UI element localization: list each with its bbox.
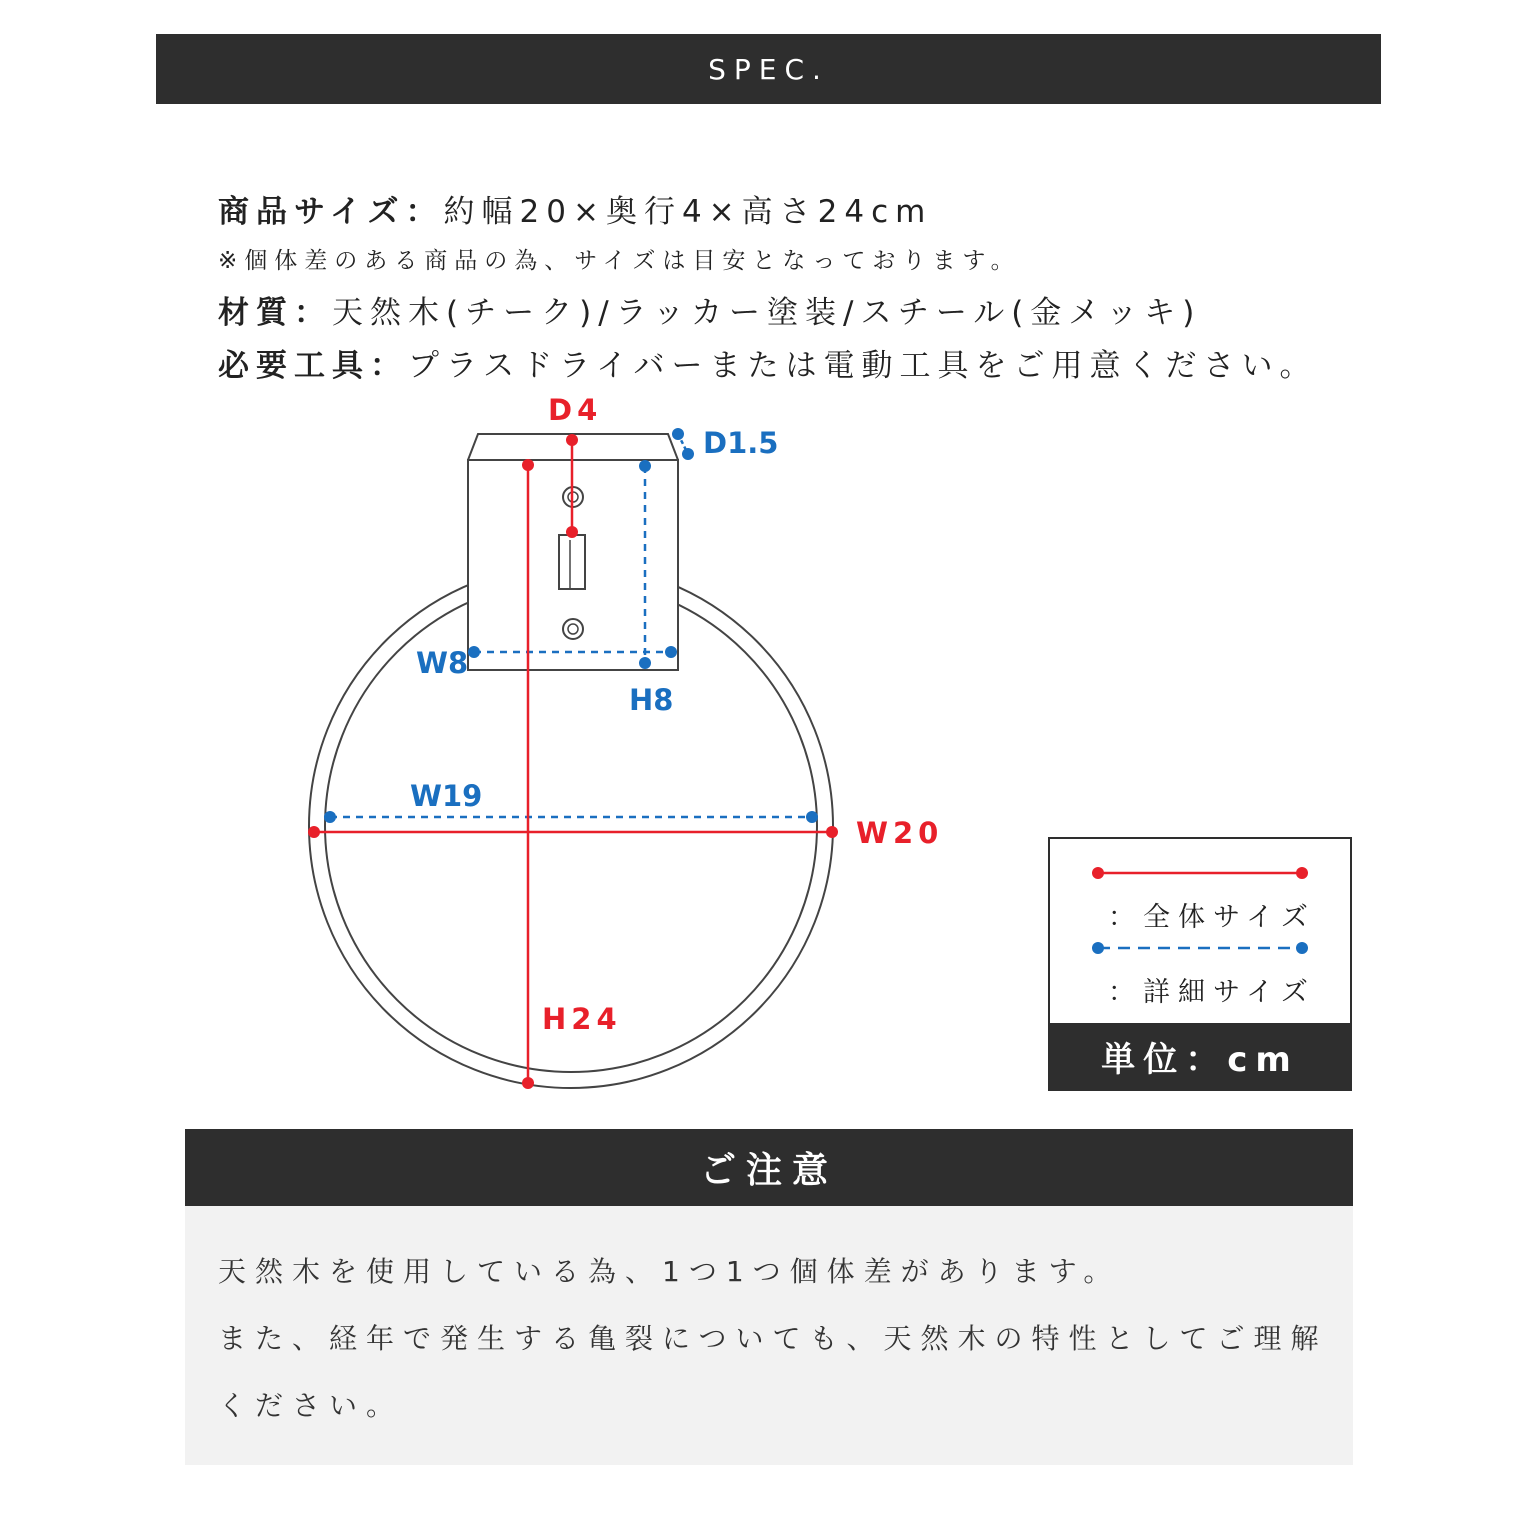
size-label: 商品サイズ： — [218, 194, 444, 230]
legend-detail-line — [1092, 942, 1308, 954]
unit-label: 単位：cm — [1101, 1039, 1299, 1080]
caution-body — [185, 1206, 1353, 1465]
mount-hook — [559, 535, 585, 589]
label-d4: D4 — [548, 393, 603, 427]
tools-value: プラスドライバーまたは電動工具をご用意ください。 — [408, 348, 1318, 384]
caution-header-bar — [185, 1129, 1353, 1206]
label-h8: H8 — [629, 683, 674, 717]
legend-detail-label: ：詳細サイズ — [1108, 977, 1316, 1008]
material-label: 材質： — [218, 295, 332, 331]
material-value: 天然木(チーク)/ラッカー塗装/スチール(金メッキ) — [332, 295, 1202, 331]
label-h24: H24 — [542, 1002, 622, 1036]
label-w8: W8 — [416, 646, 469, 680]
caution-line-1: 天然木を使用している為、1つ1つ個体差があります。 — [218, 1255, 1121, 1288]
spec-header-title: SPEC. — [708, 52, 829, 86]
caution-line-2: また、経年で発生する亀裂についても、天然木の特性としてご理解 — [218, 1322, 1328, 1355]
label-w20: W20 — [856, 816, 944, 850]
legend-overall-label: ：全体サイズ — [1108, 902, 1316, 933]
unit-bar — [1050, 1023, 1350, 1089]
size-value: 約幅20×奥行4×高さ24cm — [443, 194, 933, 230]
caution-line-3: ください。 — [218, 1389, 404, 1422]
w20-dimension — [308, 826, 838, 838]
screw-bottom-icon — [563, 619, 583, 639]
label-d15: D1.5 — [703, 426, 779, 460]
size-note: ※個体差のある商品の為、サイズは目安となっております。 — [218, 248, 1021, 274]
legend-overall-line — [1092, 867, 1308, 879]
tools-label: 必要工具： — [218, 348, 408, 384]
label-w19: W19 — [410, 779, 483, 813]
caution-title: ご注意 — [699, 1150, 838, 1191]
w19-dimension — [324, 811, 818, 823]
legend-box — [1048, 837, 1352, 1091]
